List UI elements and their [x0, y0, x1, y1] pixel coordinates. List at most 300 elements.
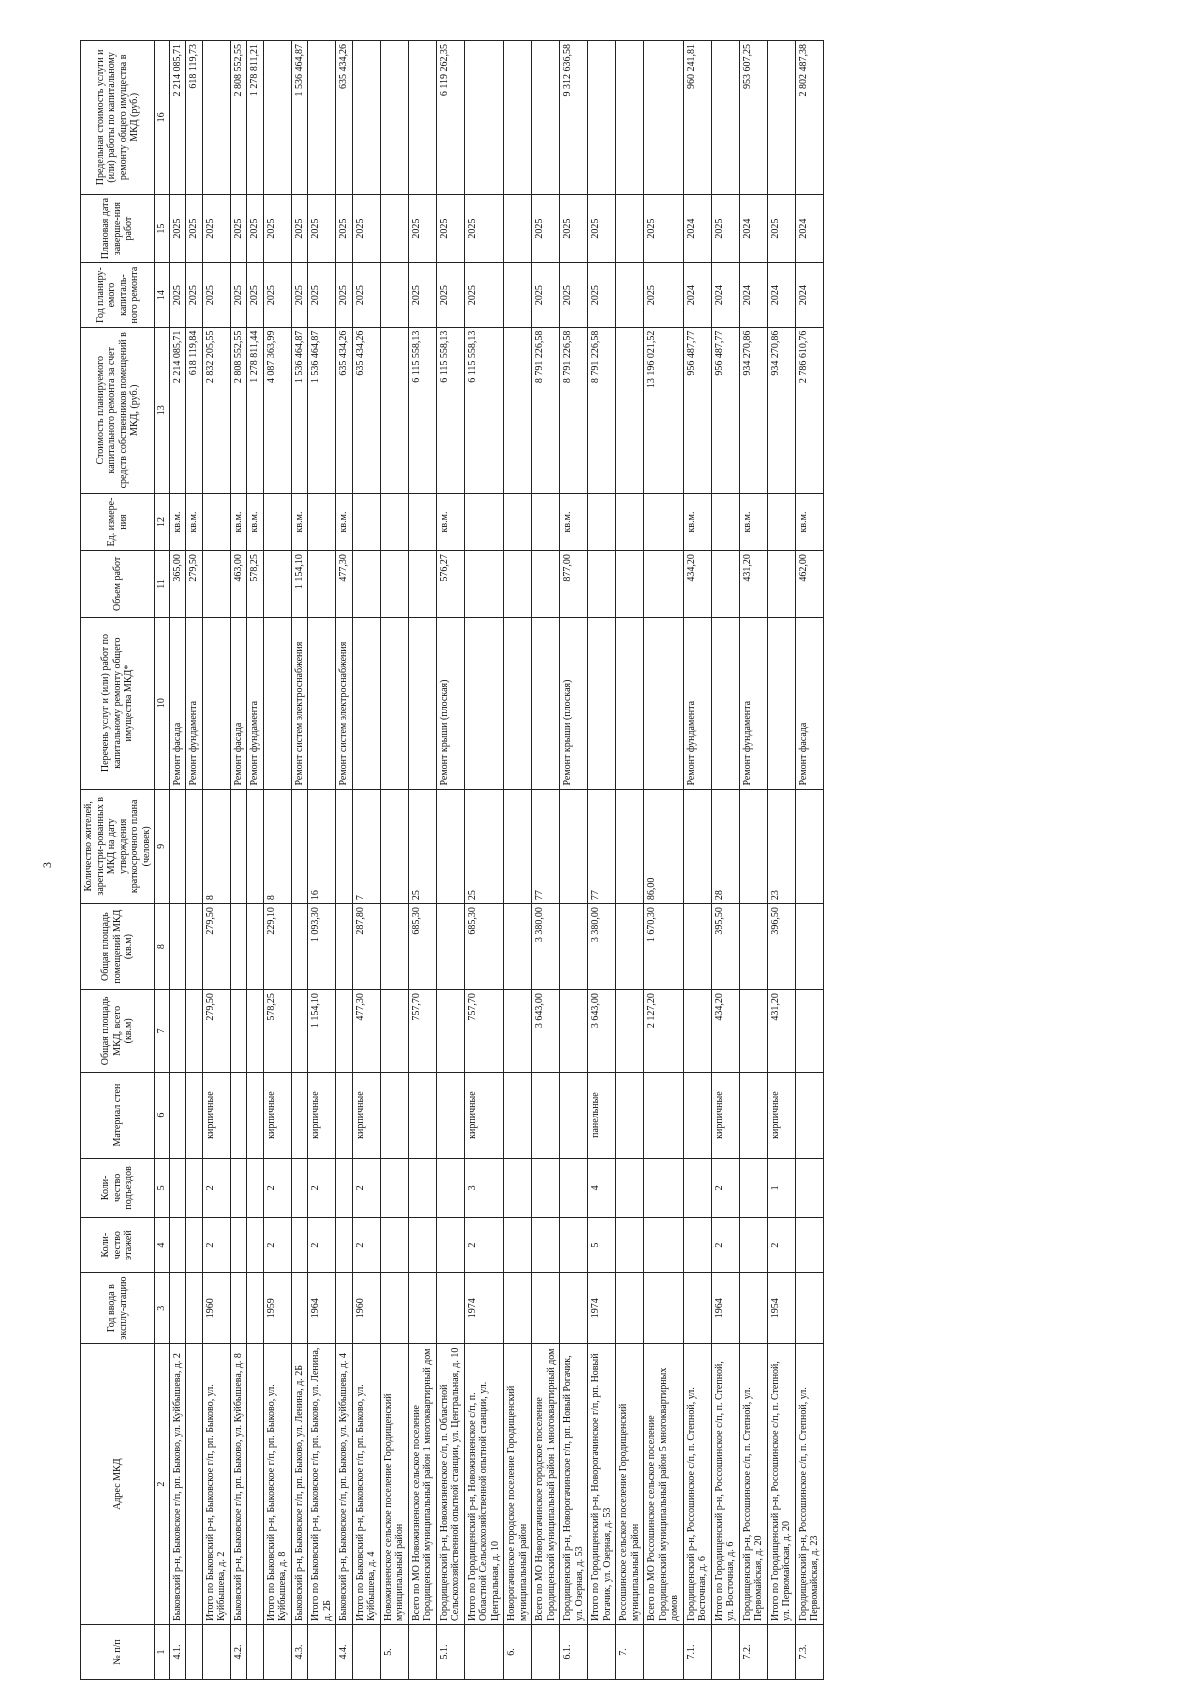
table-cell: кв.м. [795, 493, 823, 550]
table-cell: 1954 [767, 1273, 795, 1344]
table-cell: 1 536 464,87 [308, 327, 336, 493]
table-cell: 7. [616, 1625, 644, 1680]
table-cell [711, 41, 739, 195]
table-cell [336, 789, 353, 904]
table-cell: 28 [711, 789, 739, 904]
table-cell: 2024 [711, 263, 739, 327]
table-cell [616, 789, 644, 904]
table-cell [408, 1072, 436, 1158]
table-cell: 7.3. [795, 1625, 823, 1680]
column-number: 9 [155, 789, 170, 904]
table-row [202, 41, 230, 1680]
table-cell [230, 904, 247, 990]
table-cell [336, 990, 353, 1073]
table-cell: 77 [588, 789, 616, 904]
table-cell [795, 1218, 823, 1273]
table-cell: 2 [263, 1218, 291, 1273]
table-cell: 365,00 [169, 551, 186, 617]
column-header: Перечень услуг и (или) работ по капитальному ремонту общего имущества МКД* [81, 617, 155, 789]
table-cell [504, 904, 532, 990]
table-cell [186, 1072, 203, 1158]
table-cell [683, 904, 711, 990]
table-cell: 2025 [588, 263, 616, 327]
table-cell: 6 115 558,13 [464, 327, 504, 493]
table-cell: 4 [588, 1158, 616, 1218]
table-cell [186, 1158, 203, 1218]
table-cell [247, 1158, 264, 1218]
table-cell: 395,50 [711, 904, 739, 990]
table-cell: 6 115 558,13 [408, 327, 436, 493]
table-cell [532, 493, 560, 550]
table-cell [380, 1273, 408, 1344]
table-cell [683, 1158, 711, 1218]
table-cell: Городищенский р-н, Новорогачинское г/п, рп. Новый Рогачик, ул. Озерная, д. 53 [560, 1344, 588, 1625]
table-cell [308, 493, 336, 550]
table-cell: 2025 [291, 194, 308, 263]
table-cell: 2025 [644, 194, 684, 263]
table-cell [291, 1273, 308, 1344]
table-cell [336, 1158, 353, 1218]
table-cell: 618 119,73 [186, 41, 203, 195]
table-cell: 229,10 [263, 904, 291, 990]
column-number: 5 [155, 1158, 170, 1218]
table-row [291, 41, 308, 1680]
table-cell: 279,50 [186, 551, 203, 617]
table-cell: 2025 [186, 263, 203, 327]
column-number: 7 [155, 990, 170, 1073]
table-cell [336, 1218, 353, 1273]
table-cell: 2025 [588, 194, 616, 263]
column-header: Ед. измере-ния [81, 493, 155, 550]
table-cell: 3 [464, 1158, 504, 1218]
table-cell [169, 789, 186, 904]
table-cell: 1 093,30 [308, 904, 336, 990]
table-cell: 2025 [263, 194, 291, 263]
table-cell [560, 1218, 588, 1273]
table-cell [504, 41, 532, 195]
table-cell: Быковский р-н, Быковское г/п, рп. Быково, ул. Куйбышева, д. 2 [169, 1344, 186, 1625]
table-cell: кирпичные [308, 1072, 336, 1158]
table-cell: 1974 [588, 1273, 616, 1344]
table-cell: 6 119 262,35 [436, 41, 464, 195]
table-cell: кв.м. [291, 493, 308, 550]
table-row [263, 41, 291, 1680]
table-cell: 23 [767, 789, 795, 904]
table-cell [380, 1218, 408, 1273]
table-cell: 2025 [230, 194, 247, 263]
column-header: Объем работ [81, 551, 155, 617]
column-number: 3 [155, 1273, 170, 1344]
table-cell [186, 1273, 203, 1344]
table-cell: 2024 [795, 263, 823, 327]
table-row [186, 41, 203, 1680]
table-cell: 5 [588, 1218, 616, 1273]
table-row [308, 41, 336, 1680]
table-cell: 2025 [336, 263, 353, 327]
table-cell: Городищенский р-н, Россошинское с/п, п. Степной, ул. Первомайская, д. 23 [795, 1344, 823, 1625]
table-cell: 2025 [532, 263, 560, 327]
table-cell [616, 904, 644, 990]
table-cell: Итого по Городищенский р-н, Новорогачинское г/п, рп. Новый Рогачик, ул. Озерная, д. 53 [588, 1344, 616, 1625]
table-cell [408, 617, 436, 789]
table-cell: Ремонт фасада [169, 617, 186, 789]
table-cell [436, 1273, 464, 1344]
table-cell: 2 808 552,55 [230, 41, 247, 195]
page-number: 3 [40, 862, 54, 868]
table-cell [504, 551, 532, 617]
table-cell [588, 41, 616, 195]
table-body [169, 41, 823, 1680]
table-cell [616, 327, 644, 493]
table-cell: Ремонт фундамента [247, 617, 264, 789]
table-cell [436, 1072, 464, 1158]
table-cell [380, 789, 408, 904]
table-cell [436, 1158, 464, 1218]
table-cell: 2025 [352, 194, 380, 263]
table-cell: Новожизненское сельское поселение Городищенский муниципальный район [380, 1344, 408, 1625]
table-cell [247, 1625, 264, 1680]
table-cell [408, 1218, 436, 1273]
table-cell: 2025 [308, 263, 336, 327]
column-header: Год планиру-емого капиталь-ного ремонта [81, 263, 155, 327]
column-header: № п/п [81, 1625, 155, 1680]
table-cell [767, 41, 795, 195]
table-row [230, 41, 247, 1680]
table-cell: Ремонт систем электроснабжения [291, 617, 308, 789]
table-cell [504, 493, 532, 550]
table-cell [380, 551, 408, 617]
table-cell: Городищенский р-н, Россошинское с/п, п. Степной, ул. Первомайская, д. 20 [739, 1344, 767, 1625]
table-cell [616, 1218, 644, 1273]
table-cell [644, 1158, 684, 1218]
table-cell [795, 1273, 823, 1344]
table-cell [380, 263, 408, 327]
table-cell [308, 617, 336, 789]
column-number: 6 [155, 1072, 170, 1158]
table-cell: Быковский р-н, Быковское г/п, рп. Быково, ул. Ленина, д. 2Б [291, 1344, 308, 1625]
table-cell: Россошинское сельское поселение Городищенский муниципальный район [616, 1344, 644, 1625]
table-cell: кирпичные [263, 1072, 291, 1158]
column-number: 16 [155, 41, 170, 195]
table-cell [291, 789, 308, 904]
table-cell: 2025 [202, 194, 230, 263]
table-cell [380, 1072, 408, 1158]
table-cell: Новорогачинское городское поселение Городищенский муниципальный район [504, 1344, 532, 1625]
table-row [644, 41, 684, 1680]
table-cell [560, 1072, 588, 1158]
table-cell [560, 990, 588, 1073]
table-cell: 2 [202, 1218, 230, 1273]
table-cell [644, 617, 684, 789]
table-cell [616, 1158, 644, 1218]
table-cell: кв.м. [739, 493, 767, 550]
table-cell [230, 789, 247, 904]
table-cell [202, 493, 230, 550]
table-cell [186, 1625, 203, 1680]
column-number: 14 [155, 263, 170, 327]
table-cell: 7 [352, 789, 380, 904]
table-cell: 6.1. [560, 1625, 588, 1680]
table-cell: 434,20 [711, 990, 739, 1073]
table-cell: 3 643,00 [532, 990, 560, 1073]
rotated-table-container [80, 40, 824, 1680]
table-cell [186, 904, 203, 990]
table-cell: 2025 [408, 263, 436, 327]
table-cell: Ремонт систем электроснабжения [336, 617, 353, 789]
table-cell: 1 154,10 [291, 551, 308, 617]
table-cell [683, 1218, 711, 1273]
table-cell: кирпичные [711, 1072, 739, 1158]
table-cell: кв.м. [186, 493, 203, 550]
table-cell: Ремонт фасада [795, 617, 823, 789]
table-cell [169, 1273, 186, 1344]
column-header: Материал стен [81, 1072, 155, 1158]
table-cell [186, 1344, 203, 1625]
table-cell [186, 1218, 203, 1273]
table-cell [408, 1158, 436, 1218]
table-cell [247, 1218, 264, 1273]
table-cell: Ремонт крыши (плоская) [560, 617, 588, 789]
table-cell: 77 [532, 789, 560, 904]
table-row [532, 41, 560, 1680]
table-cell [408, 493, 436, 550]
table-row [795, 41, 823, 1680]
table-cell [739, 990, 767, 1073]
table-cell [247, 904, 264, 990]
table-cell: 287,80 [352, 904, 380, 990]
table-cell [560, 904, 588, 990]
table-cell: Итого по Городищенский р-н, Новожизненское с/п, п. Областной Сельскохозяйственной опытной станции, ул. Центральная, д. 10 [464, 1344, 504, 1625]
column-header: Плановая дата заверше-ния работ [81, 194, 155, 263]
table-cell [408, 1625, 436, 1680]
table-cell: 477,30 [352, 990, 380, 1073]
table-cell: Всего по МО Новорогачинское городское поселение Городищенский муниципальный район 1 многоквартирный дом [532, 1344, 560, 1625]
table-cell: панельные [588, 1072, 616, 1158]
table-cell [767, 617, 795, 789]
table-cell: кв.м. [169, 493, 186, 550]
table-cell: Ремонт фундамента [739, 617, 767, 789]
table-cell: кв.м. [560, 493, 588, 550]
table-row [616, 41, 644, 1680]
table-cell: кв.м. [247, 493, 264, 550]
table-cell: 3 380,00 [588, 904, 616, 990]
table-cell: 1 536 464,87 [291, 327, 308, 493]
table-cell [739, 1218, 767, 1273]
table-cell [711, 617, 739, 789]
table-cell [644, 1273, 684, 1344]
table-cell: 4.2. [230, 1625, 247, 1680]
table-row [464, 41, 504, 1680]
table-cell [464, 1625, 504, 1680]
table-cell [532, 1273, 560, 1344]
table-cell: Итого по Городищенский р-н, Россошинское с/п, п. Степной, ул. Первомайская, д. 20 [767, 1344, 795, 1625]
table-cell [291, 1218, 308, 1273]
table-cell [352, 41, 380, 195]
table-cell: 757,70 [464, 990, 504, 1073]
table-cell: кирпичные [352, 1072, 380, 1158]
table-cell: 1 278 811,44 [247, 327, 264, 493]
table-cell: 2 127,20 [644, 990, 684, 1073]
table-cell [588, 493, 616, 550]
table-cell [532, 1625, 560, 1680]
table-cell: 2025 [291, 263, 308, 327]
table-cell: 956 487,77 [711, 327, 739, 493]
table-cell [644, 1072, 684, 1158]
table-cell: 2025 [169, 263, 186, 327]
table-cell [683, 1072, 711, 1158]
column-header: Предельная стоимость услуги и (или) работы по капитальному ремонту общего имущества в МКД (руб.) [81, 41, 155, 195]
table-cell [263, 41, 291, 195]
table-cell [408, 551, 436, 617]
table-cell [186, 990, 203, 1073]
table-cell: 396,50 [767, 904, 795, 990]
table-cell: 4 087 363,99 [263, 327, 291, 493]
table-cell [352, 617, 380, 789]
column-number: 13 [155, 327, 170, 493]
table-cell: 25 [464, 789, 504, 904]
table-cell [795, 789, 823, 904]
table-cell [464, 617, 504, 789]
table-cell [336, 1072, 353, 1158]
table-cell [532, 41, 560, 195]
table-cell [504, 1158, 532, 1218]
table-cell [263, 551, 291, 617]
table-cell: 2 214 085,71 [169, 327, 186, 493]
table-cell: 2 [308, 1158, 336, 1218]
table-cell [711, 551, 739, 617]
header-row [81, 41, 155, 1680]
table-cell: 1 536 464,87 [291, 41, 308, 195]
table-cell [380, 194, 408, 263]
table-cell [644, 1218, 684, 1273]
table-cell [711, 493, 739, 550]
table-cell [408, 41, 436, 195]
table-cell: 956 487,77 [683, 327, 711, 493]
table-cell: 1 [767, 1158, 795, 1218]
table-cell [247, 1344, 264, 1625]
table-cell: 934 270,86 [767, 327, 795, 493]
table-cell [380, 493, 408, 550]
table-cell: Итого по Быковский р-н, Быковское г/п, рп. Быково, ул. Ленина, д. 2Б [308, 1344, 336, 1625]
table-cell: 462,00 [795, 551, 823, 617]
table-cell: 8 791 226,58 [588, 327, 616, 493]
table-cell: 2 786 610,76 [795, 327, 823, 493]
table-cell: 5.1. [436, 1625, 464, 1680]
table-cell [504, 1273, 532, 1344]
table-cell [644, 493, 684, 550]
table-cell [263, 493, 291, 550]
table-cell: 2025 [767, 194, 795, 263]
table-cell [711, 1625, 739, 1680]
table-cell [247, 1072, 264, 1158]
table-cell [308, 41, 336, 195]
table-cell: 2025 [336, 194, 353, 263]
table-cell: Итого по Быковский р-н, Быковское г/п, рп. Быково, ул. Куйбышева, д. 8 [263, 1344, 291, 1625]
table-cell: 960 241,81 [683, 41, 711, 195]
table-cell: 8 791 226,58 [532, 327, 560, 493]
table-cell: 477,30 [336, 551, 353, 617]
table-cell: 5. [380, 1625, 408, 1680]
table-cell [230, 1072, 247, 1158]
table-cell [247, 990, 264, 1073]
table-row [336, 41, 353, 1680]
table-cell: 279,50 [202, 904, 230, 990]
table-cell: кирпичные [202, 1072, 230, 1158]
table-cell [616, 493, 644, 550]
table-cell [795, 1072, 823, 1158]
table-cell: 2025 [644, 263, 684, 327]
table-cell: 2 [352, 1158, 380, 1218]
column-header: Год ввода в эксплу-атацию [81, 1273, 155, 1344]
table-cell [739, 1072, 767, 1158]
table-cell [291, 990, 308, 1073]
table-cell [504, 327, 532, 493]
table-row [683, 41, 711, 1680]
table-cell [616, 551, 644, 617]
table-cell [202, 551, 230, 617]
column-header: Коли-чество этажей [81, 1218, 155, 1273]
table-cell [532, 1158, 560, 1218]
table-cell [532, 1072, 560, 1158]
table-cell: 578,25 [247, 551, 264, 617]
table-row [739, 41, 767, 1680]
table-cell: 578,25 [263, 990, 291, 1073]
table-cell [436, 1218, 464, 1273]
table-cell [202, 41, 230, 195]
table-cell: 279,50 [202, 990, 230, 1073]
table-cell [532, 551, 560, 617]
table-cell: 1 278 811,21 [247, 41, 264, 195]
table-cell: 2024 [683, 194, 711, 263]
table-cell [308, 1625, 336, 1680]
table-cell [230, 1218, 247, 1273]
column-number: 1 [155, 1625, 170, 1680]
table-cell: 1960 [352, 1273, 380, 1344]
table-row [408, 41, 436, 1680]
table-cell [247, 1273, 264, 1344]
table-cell [380, 904, 408, 990]
table-cell: 463,00 [230, 551, 247, 617]
table-cell: 2 [263, 1158, 291, 1218]
table-cell [739, 1273, 767, 1344]
table-cell [532, 617, 560, 789]
table-cell: 2025 [436, 194, 464, 263]
table-cell: кв.м. [336, 493, 353, 550]
table-cell [616, 617, 644, 789]
table-cell: 2 808 552,55 [230, 327, 247, 493]
table-cell: 2025 [560, 194, 588, 263]
column-number: 2 [155, 1344, 170, 1625]
table-cell [263, 617, 291, 789]
table-cell [644, 1625, 684, 1680]
table-cell: 4.4. [336, 1625, 353, 1680]
table-cell [504, 789, 532, 904]
table-cell [169, 904, 186, 990]
table-row [711, 41, 739, 1680]
table-cell [644, 551, 684, 617]
table-cell: 86,00 [644, 789, 684, 904]
table-cell [436, 904, 464, 990]
table-cell [380, 990, 408, 1073]
table-row [436, 41, 464, 1680]
table-cell: 2025 [247, 263, 264, 327]
table-cell: 2025 [186, 194, 203, 263]
table-cell [616, 41, 644, 195]
table-cell: 2 [464, 1218, 504, 1273]
table-cell: 2025 [230, 263, 247, 327]
table-cell [352, 551, 380, 617]
table-cell [616, 1273, 644, 1344]
